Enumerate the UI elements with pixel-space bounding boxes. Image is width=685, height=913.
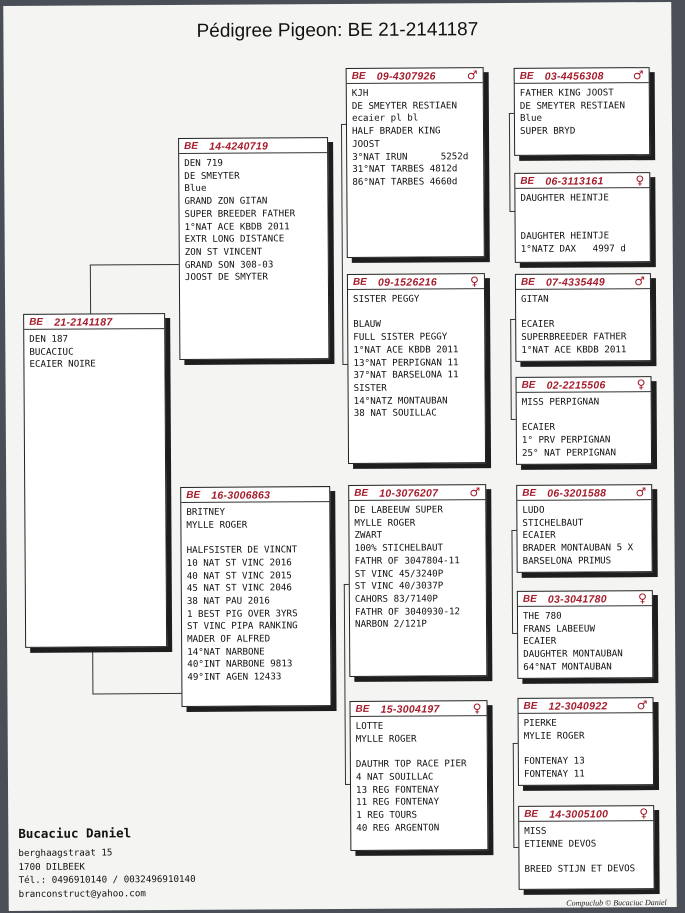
pigeon-card-father[interactable] xyxy=(178,137,329,360)
country-code: BE xyxy=(522,593,537,605)
pigeon-info-line: Blue xyxy=(184,183,207,195)
pigeon-info-line: BREED STIJN ET DEVOS xyxy=(524,863,636,875)
pigeon-info-line: DE LABEEUW SUPER xyxy=(354,504,443,516)
pigeon-info-line: DE SMEYTER RESTIAEN xyxy=(351,99,458,112)
pigeon-header xyxy=(515,70,649,84)
pigeon-info-line: 37°NAT BARSELONA 11 xyxy=(353,369,459,382)
pigeon-info-line: Blue xyxy=(519,113,543,125)
pigeon-header xyxy=(518,593,652,607)
pigeon-info-line: FULL SISTER PEGGY xyxy=(353,331,448,344)
pigeon-info-line xyxy=(524,743,648,756)
pigeon-info-line xyxy=(524,851,648,864)
country-code: BE xyxy=(354,487,369,499)
pigeon-info-line: 25° NAT PERPIGNAN xyxy=(521,447,617,459)
pigeon-header xyxy=(517,487,651,501)
country-code: BE xyxy=(520,276,535,288)
ring-number: 02-2215506 xyxy=(546,379,606,392)
pigeon-header xyxy=(181,489,329,503)
pigeon-info-line: ST VINC PIPA RANKING xyxy=(187,620,298,633)
female-icon: ♀ xyxy=(472,701,482,716)
pigeon-info-line: FONTENAY 13 xyxy=(523,755,585,767)
pigeon-header xyxy=(519,808,653,822)
ring-number: 03-4456308 xyxy=(544,70,604,83)
connector-m-v xyxy=(344,584,346,784)
male-icon: ♂ xyxy=(466,68,478,83)
country-code: BE xyxy=(184,140,199,152)
pigeon-info-line: 1 BEST PIG OVER 3YRS xyxy=(186,607,298,620)
country-code: BE xyxy=(351,70,366,82)
pigeon-info-line: LOTTE xyxy=(355,720,384,732)
pigeon-info-line: FATHER KING JOOST xyxy=(519,87,614,99)
ring-number: 14-4240719 xyxy=(209,140,269,153)
country-code: BE xyxy=(29,316,44,328)
ring-number: 15-3004197 xyxy=(380,703,440,716)
pigeon-info-line: 11 REG FONTENAY xyxy=(356,796,440,809)
pigeon-info-line: FATHR OF 3047804-11 xyxy=(354,555,460,567)
male-icon: ♂ xyxy=(634,274,645,289)
pigeon-info-line: GRAND SON 308-03 xyxy=(184,259,274,271)
pigeon-info-line: 49°INT AGEN 12433 xyxy=(187,671,282,684)
connector-main-down xyxy=(92,647,93,695)
connector-ff-v xyxy=(509,113,511,211)
ring-number: 12-3040922 xyxy=(548,700,608,713)
pigeon-info-line: BRADER MONTAUBAN 5 X xyxy=(522,542,634,554)
ring-number: 09-1526216 xyxy=(377,276,438,289)
pigeon-info-line: ECAIER NOIRE xyxy=(29,358,96,371)
country-code: BE xyxy=(521,379,536,391)
pigeon-info-line: ECAIER xyxy=(523,636,557,648)
owner-address: berghaagstraat 15 xyxy=(18,847,113,859)
pigeon-info-line: GITAN xyxy=(521,293,549,305)
pigeon-info-line: DAUGHTER HEINTJE xyxy=(520,192,609,204)
pigeon-info-line: 1° PRV PERPIGNAN xyxy=(521,434,611,446)
pigeon-info-line: 38 NAT SOUILLAC xyxy=(353,407,437,420)
male-icon: ♂ xyxy=(632,68,644,83)
connector-mf-v xyxy=(511,530,513,633)
pigeon-header xyxy=(349,487,485,501)
pigeon-info-line xyxy=(522,409,646,422)
footer-credit: Compuclub © Bucaciuc Daniel xyxy=(566,898,667,908)
pigeon-card-mfm[interactable] xyxy=(517,590,654,679)
male-icon: ♂ xyxy=(636,698,648,713)
pigeon-info-line: STICHELBAUT xyxy=(522,517,584,529)
pigeon-info-line: DAUGHTER MONTAUBAN xyxy=(523,648,623,660)
pigeon-info-line: ETIENNE DEVOS xyxy=(524,838,597,850)
pigeon-info-line: 40 REG ARGENTON xyxy=(356,822,440,834)
pigeon-info-line: 38 NAT PAU 2016 xyxy=(186,595,270,607)
owner-city: 1700 DILBEEK xyxy=(18,861,85,873)
connector-f-v xyxy=(341,124,343,364)
pigeon-info-line: ECAIER xyxy=(522,530,556,542)
pigeon-info-line: ST VINC 45/3240P xyxy=(354,567,444,580)
pigeon-info-line: JOOST DE SMYTER xyxy=(184,271,268,284)
pigeon-info-line: 86°NAT TARBES 4660d xyxy=(352,176,458,188)
pigeon-info-line: SUPER BRYD xyxy=(519,125,576,138)
pigeon-card-fm[interactable] xyxy=(347,273,486,464)
pigeon-info-line: GRAND ZON GITAN xyxy=(184,195,268,208)
country-code: BE xyxy=(355,703,370,715)
country-code: BE xyxy=(523,700,538,712)
pigeon-info-line: MYLLE ROGER xyxy=(354,517,416,529)
male-icon: ♂ xyxy=(635,485,647,500)
ring-number: 03-3041780 xyxy=(547,593,607,606)
pigeon-info-line: 31°NAT TARBES 4812d xyxy=(352,163,458,176)
pigeon-info-line: SUPER BREEDER FATHER xyxy=(184,208,296,220)
pigeon-header xyxy=(351,703,487,717)
pigeon-info-line xyxy=(520,205,644,218)
pigeon-info-line: 40 NAT ST VINC 2015 xyxy=(186,569,292,582)
country-code: BE xyxy=(519,70,534,82)
pigeon-header xyxy=(347,70,483,84)
pigeon-card-fff[interactable] xyxy=(514,67,651,156)
connector-mm-v xyxy=(513,743,515,847)
pigeon-info-line: FATHR OF 3040930-12 xyxy=(354,605,461,618)
pigeon-info-line: ZWART xyxy=(354,530,383,542)
pedigree-sheet xyxy=(3,2,677,911)
ring-number: 09-4307926 xyxy=(376,70,436,83)
pigeon-card-mf[interactable] xyxy=(348,484,487,677)
pigeon-info-line: 100% STICHELBAUT xyxy=(354,542,444,555)
pigeon-info-line: PIERKE xyxy=(523,717,557,729)
ring-number: 16-3006863 xyxy=(211,489,271,502)
pigeon-header xyxy=(515,175,649,189)
owner-email[interactable]: branconstruct@yahoo.com xyxy=(18,887,146,900)
pigeon-info-line: 45 NAT ST VINC 2046 xyxy=(186,582,292,595)
pigeon-info-line: 13 REG FONTENAY xyxy=(356,783,440,796)
pigeon-card-mm[interactable] xyxy=(349,700,488,851)
pigeon-info-line: ECAIER xyxy=(521,319,555,331)
pigeon-info-line: 1°NAT ACE KBDB 2011 xyxy=(353,344,459,356)
pigeon-card-ffm[interactable] xyxy=(514,172,651,263)
pigeon-header xyxy=(179,140,327,154)
pigeon-info-line: KJH xyxy=(351,87,369,99)
pigeon-info-line: 1°NATZ DAX 4997 d xyxy=(520,243,626,255)
pigeon-info-line: NARBON 2/121P xyxy=(354,618,427,631)
owner-name: Bucaciuc Daniel xyxy=(18,825,132,841)
pigeon-info-line: BLAUW xyxy=(353,319,381,331)
pigeon-info-line: CAHORS 83/7140P xyxy=(354,593,438,605)
pigeon-info-line: MYLLE ROGER xyxy=(355,733,417,745)
ring-number: 06-3201588 xyxy=(547,487,607,500)
country-code: BE xyxy=(520,175,535,187)
country-code: BE xyxy=(524,808,539,820)
pigeon-info-line: MISS xyxy=(524,825,547,837)
country-code: BE xyxy=(522,487,537,499)
ring-number: 14-3005100 xyxy=(549,808,609,821)
page-title: Pédigree Pigeon: BE 21-2141187 xyxy=(196,19,479,42)
pigeon-info-line: BRITNEY xyxy=(186,506,226,518)
pigeon-info-line: 40°INT NARBONE 9813 xyxy=(187,658,293,671)
female-icon: ♀ xyxy=(636,377,646,392)
pigeon-info-line: THE 780 xyxy=(522,610,562,622)
pigeon-card-ff[interactable] xyxy=(346,67,485,258)
female-icon: ♀ xyxy=(638,591,647,606)
pigeon-info-line: 14°NAT NARBONE xyxy=(187,646,265,658)
pigeon-info-line: 3°NAT IRUN 5252d xyxy=(352,150,469,163)
pigeon-header xyxy=(517,379,651,393)
pigeon-info-line: MYLIE ROGER xyxy=(523,730,585,742)
pigeon-info-line: DEN 187 xyxy=(29,333,69,345)
pigeon-info-line: BARSELONA PRIMUS xyxy=(522,555,612,567)
pigeon-info-line: DEN 719 xyxy=(184,157,223,169)
ring-number: 10-3076207 xyxy=(379,487,439,500)
pigeon-info-line: 14°NATZ MONTAUBAN xyxy=(353,394,448,407)
ring-number: 07-4335449 xyxy=(545,276,606,289)
pigeon-info-line: DE SMEYTER xyxy=(184,170,240,182)
country-code: BE xyxy=(186,489,201,501)
connector-main-up xyxy=(90,265,91,318)
pigeon-info-line: LUDO xyxy=(522,504,545,516)
pigeon-info-line: FONTENAY 11 xyxy=(523,768,585,780)
pigeon-info-line: ECAIER xyxy=(521,422,556,434)
pigeon-info-line: 1 REG TOURS xyxy=(356,809,418,821)
female-icon: ♀ xyxy=(639,806,649,821)
pigeon-card-mmf[interactable] xyxy=(517,697,654,786)
owner-phone: Tél.: 0496910140 / 0032496910140 xyxy=(18,873,196,886)
pigeon-header xyxy=(516,276,650,290)
pigeon-header xyxy=(348,276,484,290)
pigeon-info-line: HALFSISTER DE VINCNT xyxy=(186,544,298,557)
pigeon-info-line xyxy=(521,306,645,319)
pigeon-info-line: DAUGHTER HEINTJE xyxy=(520,230,610,243)
pigeon-info-line: DE SMEYTER RESTIAEN xyxy=(519,99,626,112)
pigeon-info-line: SISTER PEGGY xyxy=(353,293,420,305)
pigeon-info-line: ST VINC 40/3037P xyxy=(354,580,444,593)
pigeon-info-line: EXTR LONG DISTANCE xyxy=(184,233,285,246)
pigeon-info-line xyxy=(353,306,479,319)
pigeon-info-line: SUPERBREEDER FATHER xyxy=(521,331,627,343)
pigeon-info-line: 13°NAT PERPIGNAN 11 xyxy=(353,356,459,369)
connector-main-down-h xyxy=(92,693,187,695)
pigeon-info-line: ZON ST VINCENT xyxy=(184,246,263,258)
pigeon-info-line: 64°NAT MONTAUBAN xyxy=(523,661,612,673)
pigeon-info-line: ecaier pl bl xyxy=(351,112,419,125)
pigeon-header xyxy=(518,700,652,714)
pigeon-info-line: DAUTHR TOP RACE PIER xyxy=(355,758,467,771)
connector-main-up-h xyxy=(90,264,185,266)
pigeon-info-line: HALF BRADER KING xyxy=(351,125,441,138)
pigeon-card-mff[interactable] xyxy=(516,484,653,573)
pigeon-info-line: JOOST xyxy=(352,138,380,150)
pigeon-header xyxy=(24,316,164,330)
ring-number: 21-2141187 xyxy=(54,316,113,329)
male-icon: ♂ xyxy=(469,485,481,500)
pigeon-info-line: BUCACIUC xyxy=(29,346,74,358)
pigeon-card-mother[interactable] xyxy=(180,486,331,707)
ring-number: 06-3113161 xyxy=(545,175,604,188)
pigeon-info-line: MADER OF ALFRED xyxy=(187,633,271,645)
pigeon-info-line: SISTER xyxy=(353,382,387,394)
female-icon: ♀ xyxy=(470,274,479,289)
pigeon-info-line xyxy=(186,532,324,546)
pigeon-info-line: MISS PERPIGNAN xyxy=(521,396,600,408)
pigeon-card-mmm[interactable] xyxy=(518,805,655,890)
country-code: BE xyxy=(352,276,367,288)
pigeon-info-line: 4 NAT SOUILLAC xyxy=(355,771,434,783)
pigeon-info-line: 1°NAT ACE KBDB 2011 xyxy=(521,344,627,356)
pigeon-info-line xyxy=(521,218,645,231)
pigeon-info-line: 1°NAT ACE KBDB 2011 xyxy=(184,220,290,233)
pigeon-info-line: 10 NAT ST VINC 2016 xyxy=(186,557,292,569)
pigeon-info-line xyxy=(356,746,482,759)
connector-fm-v xyxy=(510,319,512,419)
owner-block xyxy=(18,825,195,901)
pigeon-card-fmm[interactable] xyxy=(516,376,653,465)
pigeon-card-fmf[interactable] xyxy=(515,273,652,362)
pigeon-card-main[interactable] xyxy=(23,313,167,648)
pigeon-info-line: FRANS LABEEUW xyxy=(523,623,596,635)
pigeon-info-line: MYLLE ROGER xyxy=(186,519,248,531)
female-icon: ♀ xyxy=(635,173,645,188)
